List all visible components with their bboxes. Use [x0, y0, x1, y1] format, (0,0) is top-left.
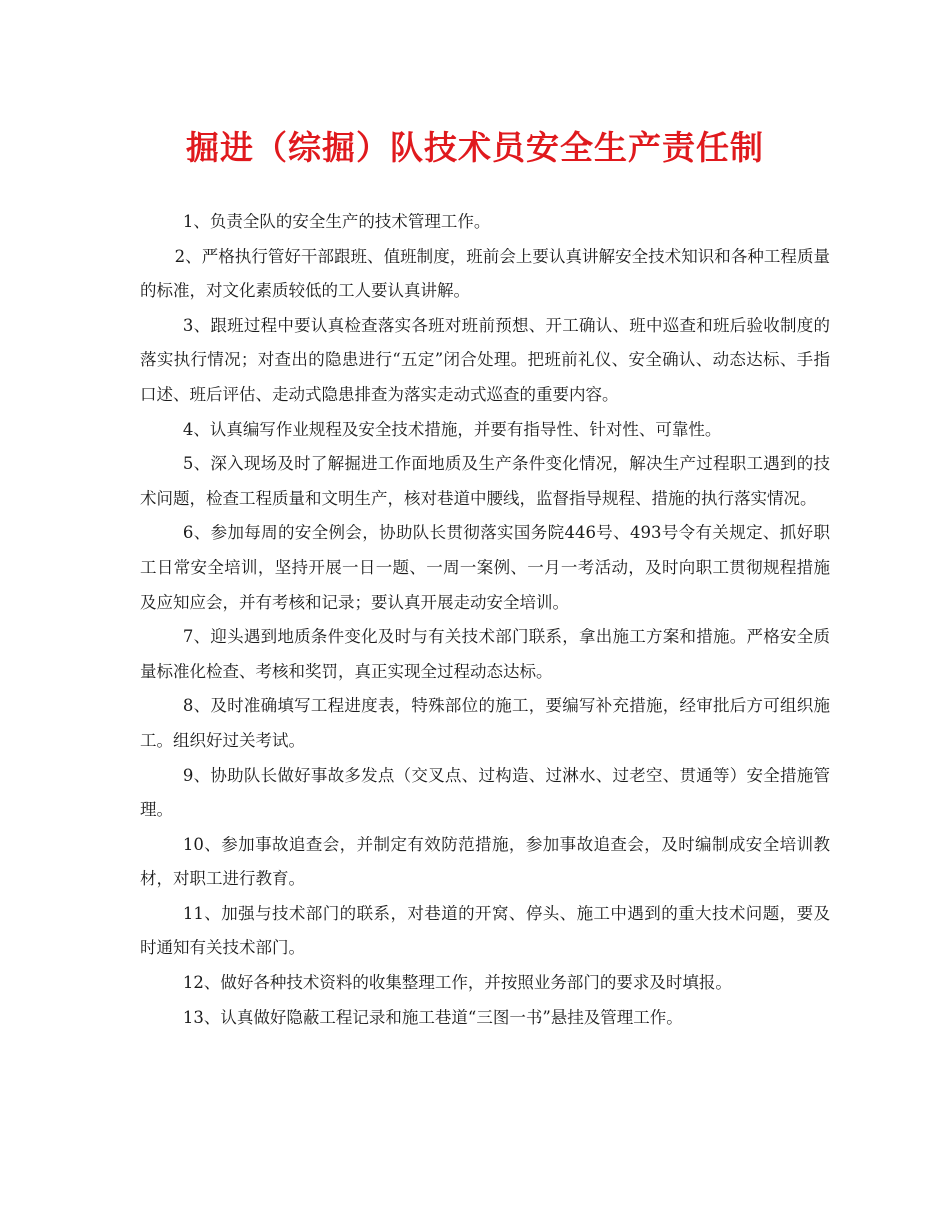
paragraph-10: 10、参加事故追查会，并制定有效防范措施，参加事故追查会，及时编制成安全培训教材，对职工进行教育。	[140, 834, 830, 889]
paragraph-3: 3、跟班过程中要认真检查落实各班对班前预想、开工确认、班中巡查和班后验收制度的落实执行情况；对查出的隐患进行“五定”闭合处理。把班前礼仪、安全确认、动态达标、手指口述、班后评估、走动式隐患排查为落实走动式巡查的重要内容。	[140, 315, 830, 404]
paragraph-7: 7、迎头遇到地质条件变化及时与有关技术部门联系，拿出施工方案和措施。严格安全质量标准化检查、考核和奖罚，真正实现全过程动态达标。	[140, 627, 830, 681]
paragraph-13: 13、认真做好隐蔽工程记录和施工巷道“三图一书”悬挂及管理工作。	[182, 1007, 683, 1027]
paragraph-6: 6、参加每周的安全例会，协助队长贯彻落实国务院446号、493号令有关规定、抓好职工日常安全培训，坚持开展一日一题、一周一案例、一月一考活动，及时向职工贯彻规程措施及应知应会，并有考核和记录；要认真开展走动安全培训。	[140, 523, 830, 612]
document-title: 掘进（综掘）队技术员安全生产责任制	[186, 128, 764, 167]
paragraph-5: 5、深入现场及时了解掘进工作面地质及生产条件变化情况，解决生产过程职工遇到的技术问题，检查工程质量和文明生产，核对巷道中腰线，监督指导规程、措施的执行落实情况。	[140, 454, 830, 508]
paragraph-11: 11、加强与技术部门的联系，对巷道的开窝、停头、施工中遇到的重大技术问题，要及时通知有关技术部门。	[140, 903, 830, 958]
paragraph-1: 1、负责全队的安全生产的技术管理工作。	[182, 212, 491, 231]
paragraph-4: 4、认真编写作业规程及安全技术措施，并要有指导性、针对性、可靠性。	[182, 419, 722, 439]
paragraph-9: 9、协助队长做好事故多发点（交叉点、过构造、过淋水、过老空、贯通等）安全措施管理。	[140, 765, 830, 820]
paragraph-8: 8、及时准确填写工程进度表，特殊部位的施工，要编写补充措施，经审批后方可组织施工。组织好过关考试。	[140, 696, 830, 750]
document-body	[140, 205, 830, 1035]
paragraph-12: 12、做好各种技术资料的收集整理工作，并按照业务部门的要求及时填报。	[182, 973, 732, 993]
paragraph-2: 2、严格执行管好干部跟班、值班制度，班前会上要认真讲解安全技术知识和各种工程质量的标准，对文化素质较低的工人要认真讲解。	[140, 246, 830, 301]
